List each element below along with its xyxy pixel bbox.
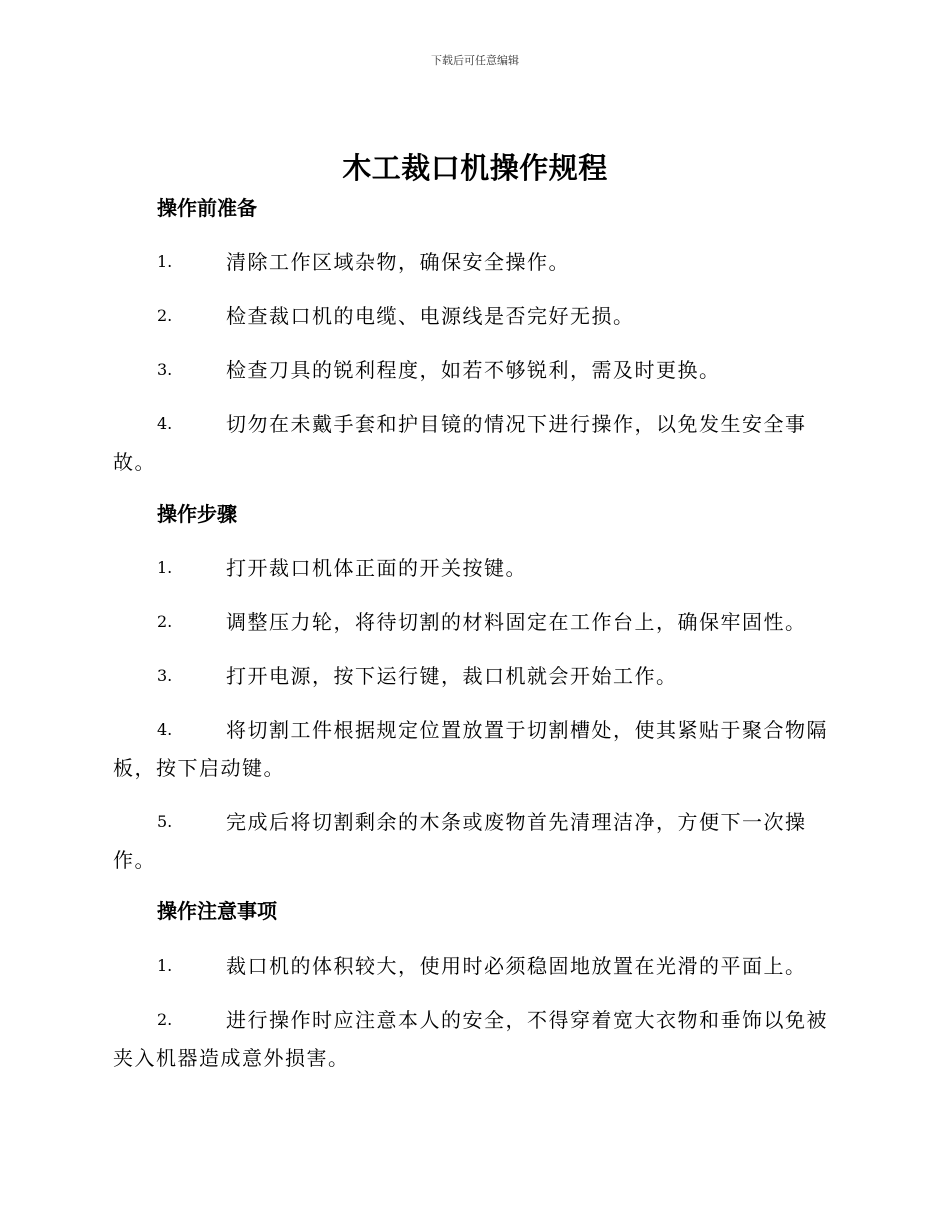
list-item — [113, 603, 838, 641]
item-text: 打开裁口机体正面的开关按键。 — [226, 556, 527, 580]
item-continuation: 作。 — [113, 848, 156, 872]
header-note: 下载后可任意编辑 — [431, 54, 519, 67]
list-item — [113, 1001, 838, 1077]
item-continuation: 夹入机器造成意外损害。 — [113, 1046, 350, 1070]
item-number: 1. — [157, 956, 173, 975]
item-text: 调整压力轮，将待切割的材料固定在工作台上，确保牢固性。 — [226, 610, 807, 634]
item-number: 2. — [157, 1010, 173, 1029]
section-heading-steps: 操作步骤 — [157, 502, 237, 526]
item-text: 检查裁口机的电缆、电源线是否完好无损。 — [226, 304, 635, 328]
item-text: 完成后将切割剩余的木条或废物首先清理洁净，方便下一次操 — [226, 810, 807, 834]
list-item — [113, 657, 838, 695]
list-item — [113, 947, 838, 985]
item-number: 3. — [157, 360, 173, 379]
item-text: 进行操作时应注意本人的安全，不得穿着宽大衣物和垂饰以免被 — [226, 1008, 828, 1032]
list-item — [113, 351, 838, 389]
item-text: 打开电源，按下运行键，裁口机就会开始工作。 — [226, 664, 678, 688]
document-title: 木工裁口机操作规程 — [342, 151, 608, 185]
item-text: 检查刀具的锐利程度，如若不够锐利，需及时更换。 — [226, 358, 721, 382]
item-text: 将切割工件根据规定位置放置于切割槽处，使其紧贴于聚合物隔 — [226, 718, 828, 742]
item-number: 2. — [157, 306, 173, 325]
item-text: 裁口机的体积较大，使用时必须稳固地放置在光滑的平面上。 — [226, 954, 807, 978]
item-continuation: 板，按下启动键。 — [113, 756, 285, 780]
list-item — [113, 297, 838, 335]
item-number: 1. — [157, 558, 173, 577]
list-item — [113, 243, 838, 281]
list-item — [113, 803, 838, 879]
list-item — [113, 549, 838, 587]
item-continuation: 故。 — [113, 450, 156, 474]
item-number: 4. — [157, 414, 173, 433]
item-number: 5. — [157, 812, 173, 831]
item-number: 4. — [157, 720, 173, 739]
item-text: 切勿在未戴手套和护目镜的情况下进行操作，以免发生安全事 — [226, 412, 807, 436]
list-item — [113, 405, 838, 481]
item-number: 3. — [157, 666, 173, 685]
list-item — [113, 711, 838, 787]
item-number: 1. — [157, 252, 173, 271]
section-heading-preparation: 操作前准备 — [157, 196, 257, 220]
section-heading-precautions: 操作注意事项 — [157, 899, 277, 923]
item-text: 清除工作区域杂物，确保安全操作。 — [226, 250, 570, 274]
item-number: 2. — [157, 612, 173, 631]
